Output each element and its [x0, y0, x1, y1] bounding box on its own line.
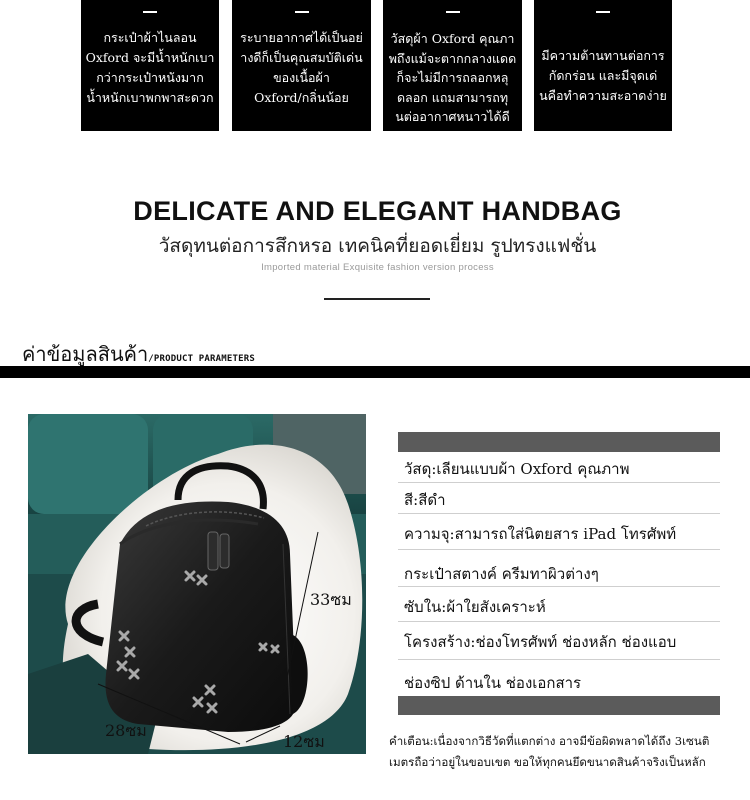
measurement-note: คำเตือน:เนื่องจากวิธีวัดที่แตกต่าง อาจมีข้อผิดพลาดได้ถึง 3เซนติ เมตรถือว่าอยู่ในขอบเขต ขอให้ทุกคนยึดขนาดสินค้าจริงเป็นหลัก: [389, 734, 710, 769]
params-title-th: ค่าข้อมูลสินค้า: [22, 342, 149, 366]
card-dash: [446, 11, 460, 13]
feature-text: กระเป๋าผ้าไนลอน Oxford จะมีน้ำหนักเบา กว่ากระเป๋าหนังมาก น้ำหนักเบาพกพาสะดวก: [85, 30, 215, 105]
row-divider: [398, 621, 720, 622]
product-photo: [28, 414, 366, 754]
row-divider: [398, 659, 720, 660]
row-divider: [398, 513, 720, 514]
feature-text: ระบายอากาศได้เป็นอย่ างดีก็เป็นคุณสมบัติเด่น ของเนื้อผ้า Oxford/กลิ่นน้อย: [240, 30, 363, 105]
param-structure-cont: ช่องซิป ด้านใน ช่องเอกสาร: [404, 674, 582, 692]
feature-text: มีความต้านทานต่อการ กัดกร่อน และมีจุดเด่ นคือทำความสะอาดง่าย: [539, 48, 667, 103]
card-dash: [596, 11, 610, 13]
params-bottom-bar: [398, 696, 720, 715]
width-label: 28ซม: [105, 721, 147, 740]
card-dash: [295, 11, 309, 13]
param-structure: โครงสร้าง:ช่องโทรศัพท์ ช่องหลัก ช่องแอบ: [404, 633, 677, 651]
backpack-illustration: [28, 414, 366, 754]
feature-text: วัสดุผ้า Oxford คุณภา พถึงแม้จะตากกลางแดด ก็จะไม่มีการถลอกหลุ ดลอก แถมสามารถทุ นต่ออากาศหนาวได้ดี: [388, 31, 517, 124]
feature-card-4: [534, 0, 672, 131]
feature-card-3: [383, 0, 522, 131]
section-divider-bar: [0, 366, 750, 378]
params-top-bar: [398, 432, 720, 452]
param-capacity-cont: กระเป๋าสตางค์ ครีมทาผิวต่างๆ: [404, 565, 599, 583]
depth-label: 12ซม: [283, 732, 325, 751]
param-capacity: ความจุ:สามารถใส่นิตยสาร iPad โทรศัพท์: [404, 525, 677, 543]
feature-card-1: [81, 0, 219, 131]
param-lining: ซับใน:ผ้าใยสังเคราะห์: [404, 598, 546, 616]
intro-title: DELICATE AND ELEGANT HANDBAG: [133, 196, 622, 226]
param-color: สี:สีดำ: [404, 491, 446, 509]
param-material: วัสดุ:เลียนแบบผ้า Oxford คุณภาพ: [404, 460, 630, 478]
height-label: 33ซม: [310, 590, 352, 609]
intro-subtitle-th: วัสดุทนต่อการสึกหรอ เทคนิคที่ยอดเยี่ยม รูปทรงแฟชั่น: [158, 235, 597, 257]
card-dash: [143, 11, 157, 13]
row-divider: [398, 586, 720, 587]
title-underline: [324, 298, 430, 300]
feature-card-2: [232, 0, 371, 131]
row-divider: [398, 482, 720, 483]
params-title-en: /PRODUCT PARAMETERS: [148, 354, 255, 364]
row-divider: [398, 549, 720, 550]
intro-subtitle-en: Imported material Exquisite fashion version process: [261, 262, 494, 273]
